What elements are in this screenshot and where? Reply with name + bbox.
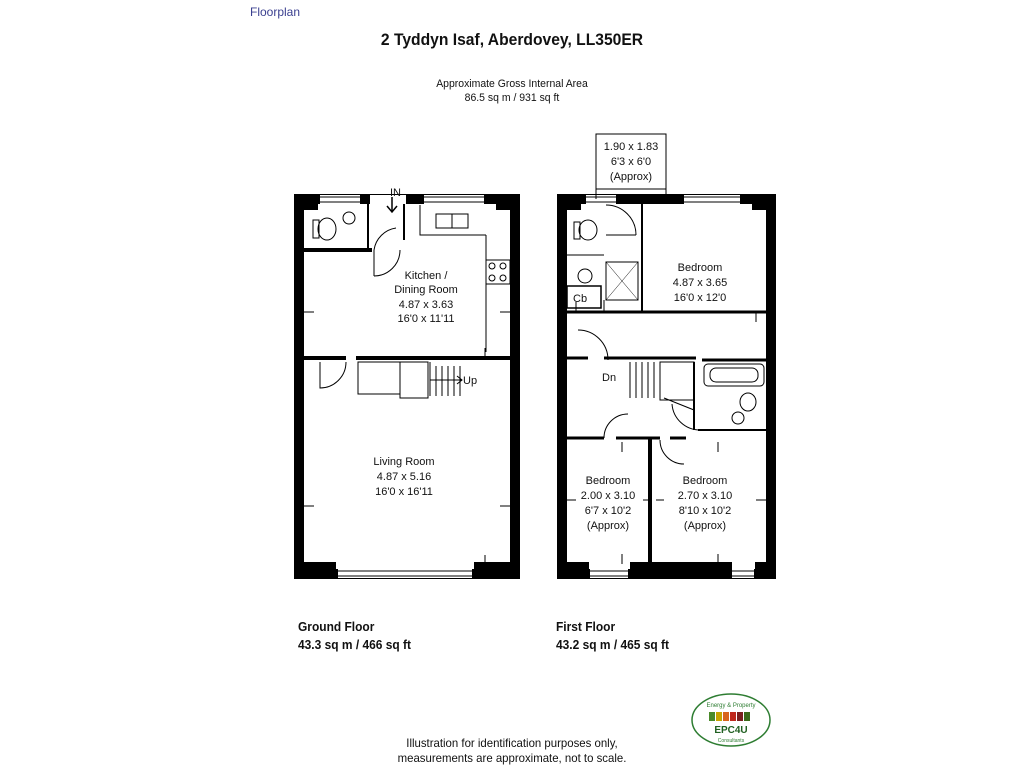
entrance-label: IN: [390, 187, 401, 199]
approx-box-imperial: 6'3 x 6'0: [610, 156, 652, 168]
logo-top-text: Energy & Property: [706, 703, 756, 709]
middle-bedroom-note: (Approx): [683, 520, 727, 532]
middle-bedroom-dimensions-metric: 2.70 x 3.10: [677, 490, 733, 502]
first-floor-summary: [556, 618, 669, 654]
kitchen-name-line1: Kitchen /: [404, 270, 448, 282]
first-stairs-label: Dn: [602, 372, 617, 384]
ground-floor-outer-wall: [299, 199, 515, 574]
small-bedroom-dimensions-metric: 2.00 x 3.10: [580, 490, 636, 502]
gia-label: Approximate Gross Internal Area: [436, 78, 588, 90]
kitchen-dimensions-imperial: 16'0 x 11'11: [397, 313, 455, 325]
living-room-name: Living Room: [373, 456, 435, 468]
ground-floor-summary: [298, 618, 411, 654]
living-room-dimensions-imperial: 16'0 x 16'11: [375, 486, 433, 498]
floorplan-tab-label: Floorplan: [250, 5, 301, 19]
kitchen-dimensions-metric: 4.87 x 3.63: [398, 299, 454, 311]
approx-box: [604, 141, 658, 183]
logo-main-text: EPC4U: [714, 725, 748, 736]
logo-bottom-text: Consultants: [717, 738, 745, 744]
main-bedroom: [673, 262, 727, 304]
cupboard-label: Cb: [573, 293, 588, 305]
ground-floor-plan: [296, 195, 518, 578]
middle-bedroom-name: Bedroom: [682, 475, 728, 487]
small-bedroom-name: Bedroom: [585, 475, 631, 487]
first-floor-area: 43.2 sq m / 465 sq ft: [556, 637, 670, 652]
living-room-dimensions-metric: 4.87 x 5.16: [376, 471, 432, 483]
main-bedroom-dimensions-imperial: 16'0 x 12'0: [673, 292, 727, 304]
kitchen-name-line2: Dining Room: [394, 284, 458, 296]
first-floor-label: First Floor: [556, 619, 616, 634]
main-bedroom-name: Bedroom: [677, 262, 723, 274]
disclaimer-line1: Illustration for identification purposes only,: [406, 736, 618, 750]
approx-box-metric: 1.90 x 1.83: [603, 141, 659, 153]
disclaimer-line2: measurements are approximate, not to scale.: [397, 751, 627, 765]
living-room: [373, 456, 434, 498]
approx-box-note: (Approx): [609, 171, 653, 183]
small-bedroom-note: (Approx): [586, 520, 630, 532]
small-bedroom: [581, 475, 635, 532]
ground-floor-label: Ground Floor: [298, 619, 375, 634]
small-bedroom-dimensions-imperial: 6'7 x 10'2: [584, 505, 632, 517]
property-title: 2 Tyddyn Isaf, Aberdovey, LL350ER: [380, 30, 644, 49]
disclaimer: [26, 736, 999, 766]
middle-bedroom-dimensions-imperial: 8'10 x 10'2: [678, 505, 732, 517]
main-bedroom-dimensions-metric: 4.87 x 3.65: [672, 277, 728, 289]
kitchen-dining-room: [394, 270, 458, 325]
gia-value: 86.5 sq m / 931 sq ft: [464, 92, 560, 104]
ground-floor-area: 43.3 sq m / 466 sq ft: [298, 637, 412, 652]
ground-stairs-label: Up: [463, 375, 478, 387]
middle-bedroom: [678, 475, 732, 532]
